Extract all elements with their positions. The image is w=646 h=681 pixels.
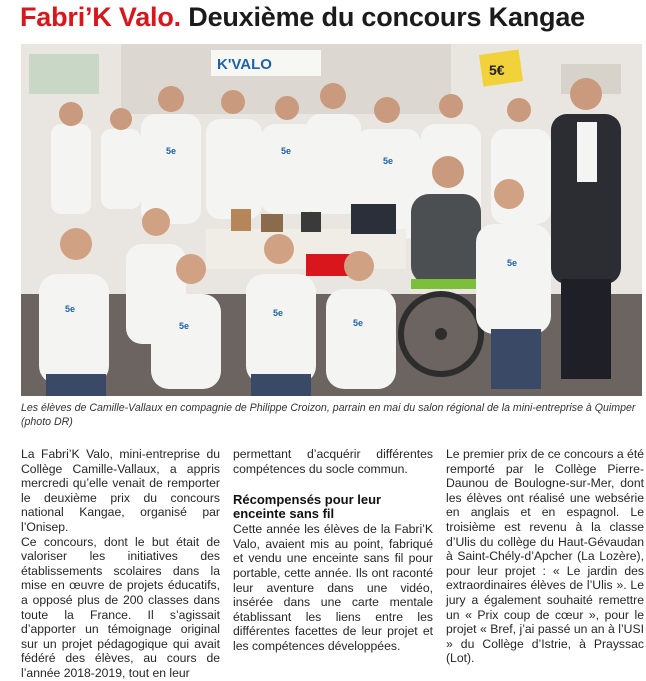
photo-product-1 — [231, 209, 251, 231]
article-paragraph: Ce concours, dont le but était de valoriser les initiatives des établissements scolaires dans la mise en œuvre de projets éducatifs, a opposé plus de 200 classes dans toute la France. Il s’agissait d’apporter un témoignage original sur un projet pédagogique qui avait fédéré des élèves, au cours de l’année 2018-2019, tout en leur — [21, 534, 220, 680]
article-paragraph: Le premier prix de ce concours a été remporté par le Collège Pierre-Daunou de Boulogne-sur-Mer, dont les élèves ont réalisé une websérie en anglais et en espagnol. Le troisième est revenu à la classe d’Ulis du collège du Haut-Gévaudan à Saint-Chély-d’Apcher (La Lozère), pour leur projet : « Le jardin des extraordinaires élèves de l’Ulis ». Le jury a également souhaité remettre un « Prix coup de cœur », pour le projet « Bref, j’ai passé un an à l’USI » du Collège d’Istrie, à Prayssac (Lot). — [446, 447, 644, 666]
article-paragraph: La Fabri’K Valo, mini-entreprise du Collège Camille-Vallaux, a appris mercredi qu’elle venait de remporter le deuxième prix du concours national Kangae, organisé par l’Onisep. — [21, 447, 220, 534]
article-paragraph: Cette année les élèves de la Fabri’K Valo, avaient mis au point, fabriqué et vendu une enceinte sans fil pour portable, cette année. Ils ont raconté leur aventure dans une vidéo, insérée dans une carte mentale établissant les liens entre les différentes facettes de leur projet et les compétences développées. — [233, 522, 433, 653]
shirt-logo-2: 5e — [179, 321, 190, 331]
headline-title: Deuxième du concours Kangae — [188, 2, 585, 32]
photo-chair-man-head — [432, 156, 464, 188]
group-photo — [21, 44, 642, 396]
article-column-1 — [21, 447, 220, 681]
article-paragraph: permettant d’acquérir différentes compétences du socle commun. — [233, 447, 433, 476]
photo-banner-text: K'VALO — [217, 56, 272, 73]
photo-wheel-hub — [435, 328, 447, 340]
article-column-3 — [446, 447, 644, 666]
article-column-2 — [233, 447, 433, 654]
shirt-logo-3: 5e — [273, 308, 284, 318]
photo-poster-left — [29, 54, 99, 94]
shirt-logo-4: 5e — [353, 318, 364, 328]
photo-caption: Les élèves de Camille-Vallaux en compagnie de Philippe Croizon, parrain en mai du salon régional de la mini-entreprise à Quimper (photo DR) — [21, 402, 636, 428]
shirt-logo-8: 5e — [383, 156, 394, 166]
photo-sign-text: 5€ — [489, 62, 505, 78]
photo-man-head — [570, 78, 602, 110]
headline — [20, 0, 646, 40]
headline-brand: Fabri’K Valo. — [20, 2, 181, 32]
photo-screen — [351, 204, 396, 234]
article-subheading: Récompensés pour leur enceinte sans fil — [233, 492, 382, 522]
shirt-logo-6: 5e — [166, 146, 177, 156]
photo-man-shirt — [577, 122, 597, 182]
photo-chair-man — [411, 194, 481, 284]
photo-product-2 — [261, 214, 283, 232]
shirt-logo-1: 5e — [65, 304, 76, 314]
photo-man-legs — [561, 279, 611, 379]
shirt-logo-7: 5e — [281, 146, 292, 156]
photo-green-frame — [411, 279, 481, 289]
photo-product-3 — [301, 212, 321, 232]
shirt-logo-5: 5e — [507, 258, 518, 268]
